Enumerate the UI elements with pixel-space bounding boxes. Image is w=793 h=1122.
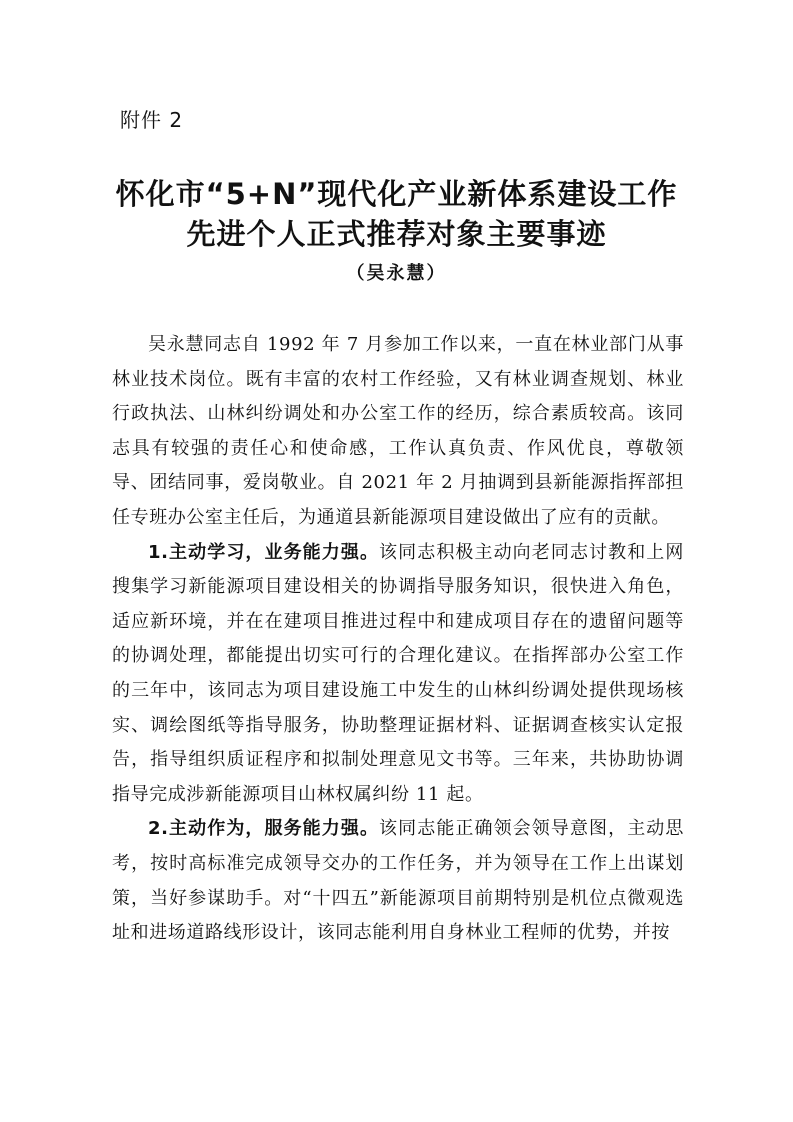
section-1-paragraph xyxy=(112,536,684,813)
document-body xyxy=(112,328,684,951)
section-1-text: 该同志积极主动向老同志讨教和上网搜集学习新能源项目建设相关的协调指导服务知识，很快进入角色，适应新环境，并在在建项目推进过程中和建成项目存在的遗留问题等的协调处理，都能提出切实可行的合理化建议。在指挥部办公室工作的三年中，该同志为项目建设施工中发生的山林纠纷调处提供现场核实、调绘图纸等指导服务，协助整理证据材料、证据调查核实认定报告，指导组织质证程序和拟制处理意见文书等。三年来，共协助协调指导完成涉新能源项目山林权属纠纷 11 起。 xyxy=(112,541,684,805)
attachment-label: 附件 2 xyxy=(120,108,184,132)
section-1-heading: 1.主动学习，业务能力强。 xyxy=(148,541,380,563)
document-subtitle: （吴永慧） xyxy=(346,263,447,284)
document-title-line-2: 先进个人正式推荐对象主要事迹 xyxy=(186,217,607,251)
intro-paragraph: 吴永慧同志自 1992 年 7 月参加工作以来，一直在林业部门从事林业技术岗位。既有丰富的农村工作经验，又有林业调查规划、林业行政执法、山林纠纷调处和办公室工作的经历，综合素质较高。该同志具有较强的责任心和使命感，工作认真负责、作风优良，尊敬领导、团结同事，爱岗敬业。自 2021 年 2 月抽调到县新能源指挥部担任专班办公室主任后，为通道县新能源项目建设做出了应有的贡献。 xyxy=(112,334,684,528)
section-2-paragraph xyxy=(112,812,684,950)
document-title-line-1: 怀化市“5+N”现代化产业新体系建设工作 xyxy=(115,177,678,211)
section-2-text: 该同志能正确领会领导意图，主动思考，按时高标准完成领导交办的工作任务，并为领导在工作上出谋划策，当好参谋助手。对“十四五”新能源项目前期特别是机位点微观选址和进场道路线形设计，该同志能利用自身林业工程师的优势，并按 xyxy=(112,818,684,944)
section-2-heading: 2.主动作为，服务能力强。 xyxy=(148,818,380,840)
